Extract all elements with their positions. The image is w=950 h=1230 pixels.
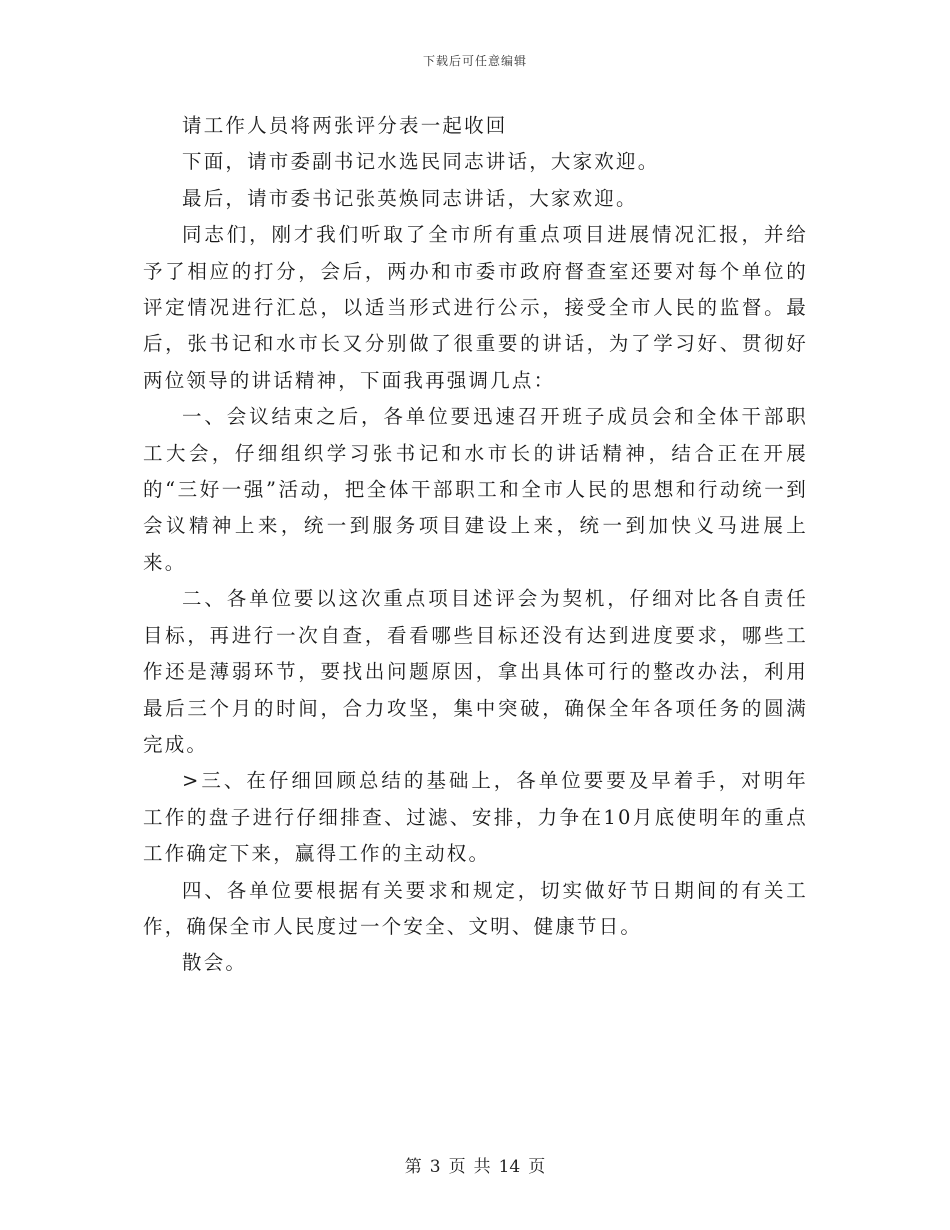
page-number-current: 3 [429, 1157, 441, 1177]
paragraph-point-two: 二、各单位要以这次重点项目述评会为契机，仔细对比各自责任目标，再进行一次自查，看看哪些目标还没有达到进度要求，哪些工作还是薄弱环节，要找出问题原因，拿出具体可行的整改办法，利用最后三个月的时间，合力攻坚，集中突破，确保全年各项任务的圆满完成。 [143, 587, 808, 756]
page-number-prefix: 第 [404, 1157, 422, 1177]
page-number-page-word: 页 [448, 1157, 466, 1177]
document-body [143, 108, 808, 982]
page-number [0, 1152, 950, 1177]
paragraph-point-one: 一、会议结束之后，各单位要迅速召开班子成员会和全体干部职工大会，仔细组织学习张书记和水市长的讲话精神，结合正在开展的“三好一强”活动，把全体干部职工和全市人民的思想和行动统一到会议精神上来，统一到服务项目建设上来，统一到加快义马进展上来。 [143, 405, 808, 574]
paragraph-secretary-speech: 最后，请市委书记张英焕同志讲话，大家欢迎。 [182, 186, 638, 210]
page-number-total: 14 [498, 1157, 521, 1177]
page-number-suffix: 页 [528, 1157, 546, 1177]
paragraph-point-three: >三、在仔细回顾总结的基础上，各单位要要及早着手，对明年工作的盘子进行仔细排查、过滤、安排，力争在10月底使明年的重点工作确定下来，赢得工作的主动权。 [143, 769, 808, 866]
paragraph-adjourn: 散会。 [182, 951, 248, 975]
page-number-total-word: 共 [473, 1157, 491, 1177]
paragraph-point-four: 四、各单位要根据有关要求和规定，切实做好节日期间的有关工作，确保全市人民度过一个安全、文明、健康节日。 [143, 878, 808, 938]
paragraph-summary: 同志们，刚才我们听取了全市所有重点项目进展情况汇报，并给予了相应的打分，会后，两办和市委市政府督查室还要对每个单位的评定情况进行汇总，以适当形式进行公示，接受全市人民的监督。最后，张书记和水市长又分别做了很重要的讲话，为了学习好、贯彻好两位领导的讲话精神，下面我再强调几点： [143, 223, 808, 392]
paragraph-deputy-speech: 下面，请市委副书记水选民同志讲话，大家欢迎。 [182, 150, 660, 174]
paragraph-collect-forms: 请工作人员将两张评分表一起收回 [182, 114, 508, 137]
page-header-note: 下载后可任意编辑 [422, 54, 527, 68]
